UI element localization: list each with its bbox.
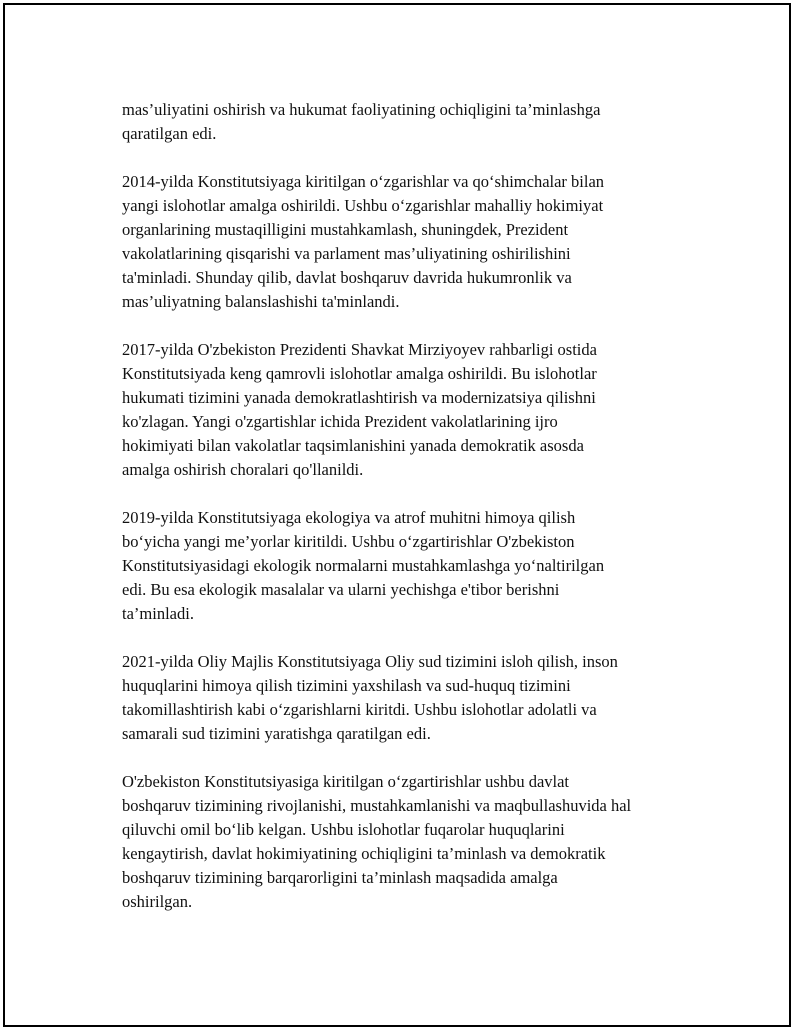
paragraph-1: mas’uliyatini oshirish va hukumat faoliyatining ochiqligini ta’minlashga qaratilgan edi. [122,100,601,143]
paragraph-conclusion: O'zbekiston Konstitutsiyasiga kiritilgan o‘zgartirishlar ushbu davlat boshqaruv tizimining rivojlanishi, mustahkamlanishi va maqbullashuvida hal qiluvchi omil bo‘lib kelgan. Ushbu islohotlar fuqarolar huquqlarini kengaytirish, davlat hokimiyatining ochiqligini ta’minlash va demokratik boshqaruv tizimining barqarorligini ta’minlash maqsadida amalga oshirilgan. [122,772,632,911]
paragraph-2021-reforms: 2021-yilda Oliy Majlis Konstitutsiyaga Oliy sud tizimini isloh qilish, inson huquqlarini himoya qilish tizimini yaxshilash va sud-huquq tizimini takomillashtirish kabi o‘zgarishlarni kiritdi. Ushbu islohotlar adolatli va samarali sud tizimini yaratishga qaratilgan edi. [122,652,618,743]
page-frame [3,3,791,1027]
document-body [122,98,702,938]
paragraph-2017-reforms: 2017-yilda O'zbekiston Prezidenti Shavkat Mirziyoyev rahbarligi ostida Konstitutsiyada keng qamrovli islohotlar amalga oshirildi. Bu islohotlar hukumati tizimini yanada demokratlashtirish va modernizatsiya qilishni ko'zlagan. Yangi o'zgartishlar ichida Prezident vakolatlarining ijro hokimiyati bilan vakolatlar taqsimlanishini yanada demokratik asosda amalga oshirish choralari qo'llanildi. [122,340,597,479]
paragraph-2019-reforms: 2019-yilda Konstitutsiyaga ekologiya va atrof muhitni himoya qilish bo‘yicha yangi me’yorlar kiritildi. Ushbu o‘zgartirishlar O'zbekiston Konstitutsiyasidagi ekologik normalarni mustahkamlashga yo‘naltirilgan edi. Bu esa ekologik masalalar va ularni yechishga e'tibor berishni ta’minladi. [122,508,605,623]
paragraph-2014-reforms: 2014-yilda Konstitutsiyaga kiritilgan o‘zgarishlar va qo‘shimchalar bilan yangi islohotlar amalga oshirildi. Ushbu o‘zgarishlar mahalliy hokimiyat organlarining mustaqilligini mustahkamlash, shuningdek, Prezident vakolatlarining qisqarishi va parlament mas’uliyatining oshirilishini ta'minladi. Shunday qilib, davlat boshqaruv davrida hukumronlik va mas’uliyatning balanslashishi ta'minlandi. [122,172,605,311]
